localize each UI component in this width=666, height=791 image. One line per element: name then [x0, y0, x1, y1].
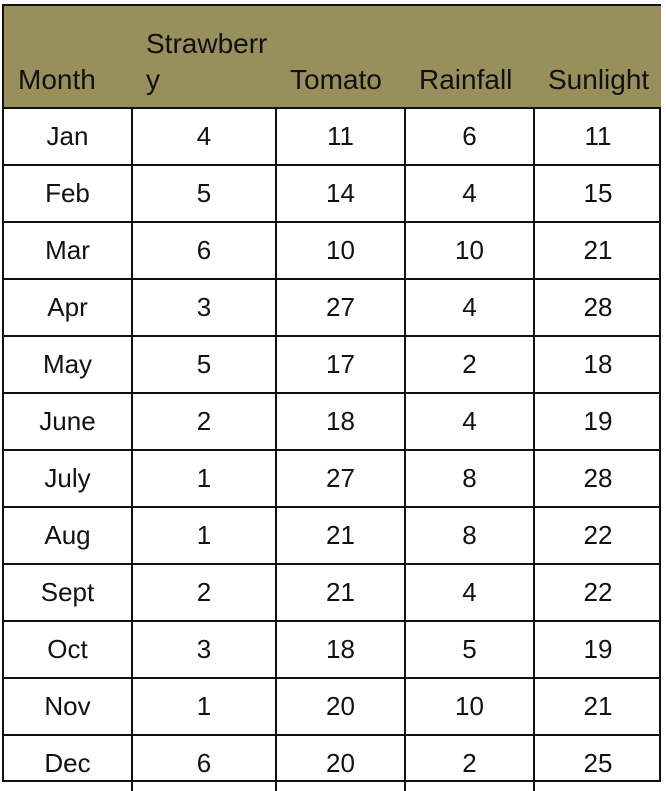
- table-cell-strawberry: 4: [132, 108, 276, 165]
- table-cell-month: Sept: [4, 564, 132, 621]
- table-cell-sunlight: 11: [534, 108, 661, 165]
- table-cell-month: Oct: [4, 621, 132, 678]
- table-row: [4, 450, 661, 507]
- table-cell-strawberry: 3: [132, 279, 276, 336]
- table-cell-rainfall: 4: [405, 564, 534, 621]
- column-header-strawberry: Strawberry: [132, 6, 276, 108]
- table-cell-sunlight: 21: [534, 222, 661, 279]
- table-cell-rainfall: 2: [405, 336, 534, 393]
- table-cell-rainfall: 6: [405, 108, 534, 165]
- column-header-month: Month: [4, 6, 132, 108]
- table-cell-sunlight: 22: [534, 564, 661, 621]
- data-table: [4, 6, 661, 791]
- table-cell-tomato: 11: [276, 108, 405, 165]
- header-row: [4, 6, 661, 108]
- table-cell-rainfall: 4: [405, 393, 534, 450]
- table-cell-strawberry: 1: [132, 507, 276, 564]
- table-cell-rainfall: 8: [405, 450, 534, 507]
- table-cell-sunlight: 18: [534, 336, 661, 393]
- table-cell-rainfall: 8: [405, 507, 534, 564]
- table-cell-strawberry: 5: [132, 165, 276, 222]
- table-cell-month: Jan: [4, 108, 132, 165]
- table-row: [4, 108, 661, 165]
- table-cell-strawberry: 2: [132, 393, 276, 450]
- table-cell-month: Apr: [4, 279, 132, 336]
- table-cell-tomato: 17: [276, 336, 405, 393]
- table-cell-tomato: 10: [276, 222, 405, 279]
- table-cell-sunlight: 21: [534, 678, 661, 735]
- table-body: [4, 108, 661, 791]
- table-row: [4, 735, 661, 791]
- table-cell-sunlight: 25: [534, 735, 661, 791]
- table-cell-tomato: 21: [276, 507, 405, 564]
- column-header-rainfall: Rainfall: [405, 6, 534, 108]
- table-cell-tomato: 20: [276, 735, 405, 791]
- table-row: [4, 621, 661, 678]
- table-cell-strawberry: 2: [132, 564, 276, 621]
- table-cell-tomato: 27: [276, 279, 405, 336]
- table-row: [4, 564, 661, 621]
- table-row: [4, 222, 661, 279]
- table-cell-month: June: [4, 393, 132, 450]
- table-cell-month: Feb: [4, 165, 132, 222]
- table-cell-sunlight: 28: [534, 450, 661, 507]
- table-cell-rainfall: 10: [405, 222, 534, 279]
- table-row: [4, 279, 661, 336]
- table-cell-tomato: 27: [276, 450, 405, 507]
- table-cell-sunlight: 28: [534, 279, 661, 336]
- table-cell-tomato: 20: [276, 678, 405, 735]
- table-row: [4, 393, 661, 450]
- table-cell-rainfall: 2: [405, 735, 534, 791]
- data-table-container: [2, 4, 661, 782]
- table-cell-month: Mar: [4, 222, 132, 279]
- table-cell-strawberry: 3: [132, 621, 276, 678]
- table-cell-tomato: 21: [276, 564, 405, 621]
- table-cell-tomato: 18: [276, 621, 405, 678]
- column-header-sunlight: Sunlight: [534, 6, 661, 108]
- table-row: [4, 336, 661, 393]
- table-cell-strawberry: 1: [132, 450, 276, 507]
- table-cell-sunlight: 22: [534, 507, 661, 564]
- table-cell-month: Nov: [4, 678, 132, 735]
- table-cell-tomato: 14: [276, 165, 405, 222]
- table-cell-sunlight: 15: [534, 165, 661, 222]
- table-cell-month: Dec: [4, 735, 132, 791]
- table-cell-rainfall: 5: [405, 621, 534, 678]
- table-cell-month: July: [4, 450, 132, 507]
- table-cell-month: Aug: [4, 507, 132, 564]
- table-cell-rainfall: 10: [405, 678, 534, 735]
- table-row: [4, 678, 661, 735]
- table-cell-rainfall: 4: [405, 279, 534, 336]
- table-cell-sunlight: 19: [534, 621, 661, 678]
- table-cell-strawberry: 1: [132, 678, 276, 735]
- table-cell-strawberry: 6: [132, 735, 276, 791]
- table-cell-month: May: [4, 336, 132, 393]
- table-cell-strawberry: 6: [132, 222, 276, 279]
- table-cell-tomato: 18: [276, 393, 405, 450]
- table-cell-strawberry: 5: [132, 336, 276, 393]
- column-header-tomato: Tomato: [276, 6, 405, 108]
- table-cell-rainfall: 4: [405, 165, 534, 222]
- table-row: [4, 165, 661, 222]
- table-row: [4, 507, 661, 564]
- table-cell-sunlight: 19: [534, 393, 661, 450]
